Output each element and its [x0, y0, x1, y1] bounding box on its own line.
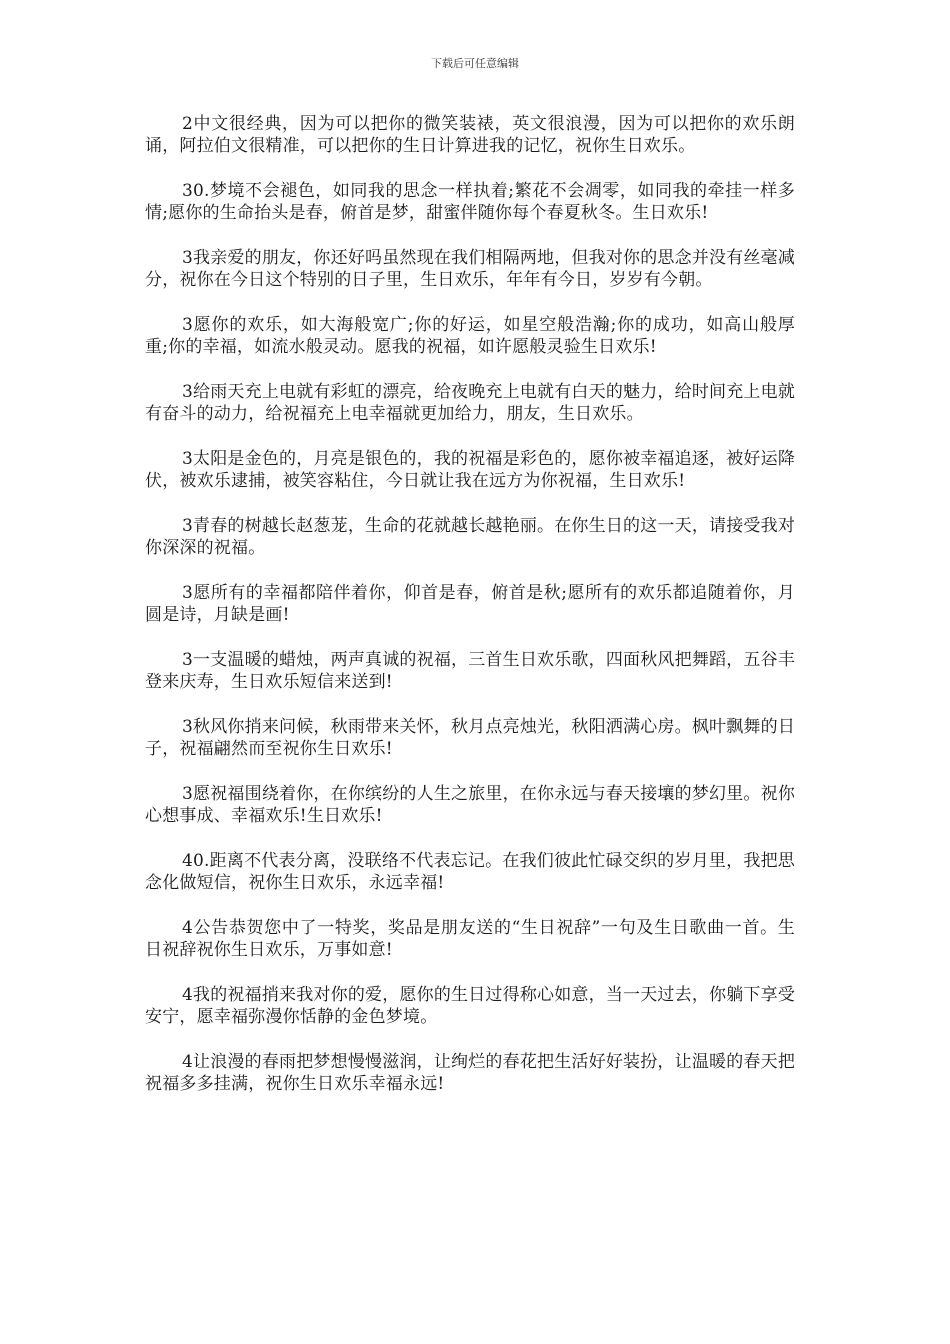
page-header: 下载后可任意编辑	[431, 57, 519, 70]
paragraph: 3青春的树越长赵葱茏，生命的花就越长越艳丽。在你生日的这一天，请接受我对你深深的祝福。	[145, 516, 796, 558]
paragraph: 4公告恭贺您中了一特奖，奖品是朋友送的“生日祝辞”一句及生日歌曲一首。生日祝辞祝你生日欢乐，万事如意!	[145, 918, 795, 960]
paragraph: 3秋风你捎来问候，秋雨带来关怀，秋月点亮烛光，秋阳洒满心房。枫叶飘舞的日子，祝福翩然而至祝你生日欢乐!	[145, 717, 796, 759]
paragraph: 3太阳是金色的，月亮是银色的，我的祝福是彩色的，愿你被幸福追逐，被好运降伏，被欢乐逮捕，被笑容粘住，今日就让我在远方为你祝福，生日欢乐!	[145, 449, 796, 491]
paragraph: 3一支温暖的蜡烛，两声真诚的祝福，三首生日欢乐歌，四面秋风把舞蹈，五谷丰登来庆寿，生日欢乐短信来送到!	[145, 650, 796, 692]
paragraph: 3我亲爱的朋友，你还好吗虽然现在我们相隔两地，但我对你的思念并没有丝毫减分，祝你在今日这个特别的日子里，生日欢乐，年年有今日，岁岁有今朝。	[145, 248, 796, 290]
paragraph: 2中文很经典，因为可以把你的微笑装裱，英文很浪漫，因为可以把你的欢乐朗诵，阿拉伯文很精准，可以把你的生日计算进我的记忆，祝你生日欢乐。	[145, 114, 795, 156]
paragraph: 30.梦境不会褪色，如同我的思念一样执着;繁花不会凋零，如同我的牵挂一样多情;愿你的生命抬头是春，俯首是梦，甜蜜伴随你每个春夏秋冬。生日欢乐!	[145, 181, 795, 223]
paragraph: 3给雨天充上电就有彩虹的漂亮，给夜晚充上电就有白天的魅力，给时间充上电就有奋斗的动力，给祝福充上电幸福就更加给力，朋友，生日欢乐。	[145, 382, 796, 424]
paragraph: 40.距离不代表分离，没联络不代表忘记。在我们彼此忙碌交织的岁月里，我把思念化做短信，祝你生日欢乐，永远幸福!	[145, 851, 795, 893]
paragraph: 3愿你的欢乐，如大海般宽广;你的好运，如星空般浩瀚;你的成功，如高山般厚重;你的幸福，如流水般灵动。愿我的祝福，如许愿般灵验生日欢乐!	[145, 315, 795, 357]
paragraph: 3愿所有的幸福都陪伴着你，仰首是春，俯首是秋;愿所有的欢乐都追随着你，月圆是诗，月缺是画!	[145, 583, 795, 625]
paragraph: 4让浪漫的春雨把梦想慢慢滋润，让绚烂的春花把生活好好装扮，让温暖的春天把祝福多多挂满，祝你生日欢乐幸福永远!	[145, 1052, 796, 1094]
paragraph: 3愿祝福围绕着你，在你缤纷的人生之旅里，在你永远与春天接壤的梦幻里。祝你心想事成、幸福欢乐!生日欢乐!	[145, 784, 796, 826]
document-body	[145, 113, 795, 1118]
paragraph: 4我的祝福捎来我对你的爱，愿你的生日过得称心如意，当一天过去，你躺下享受安宁，愿幸福弥漫你恬静的金色梦境。	[145, 985, 796, 1027]
